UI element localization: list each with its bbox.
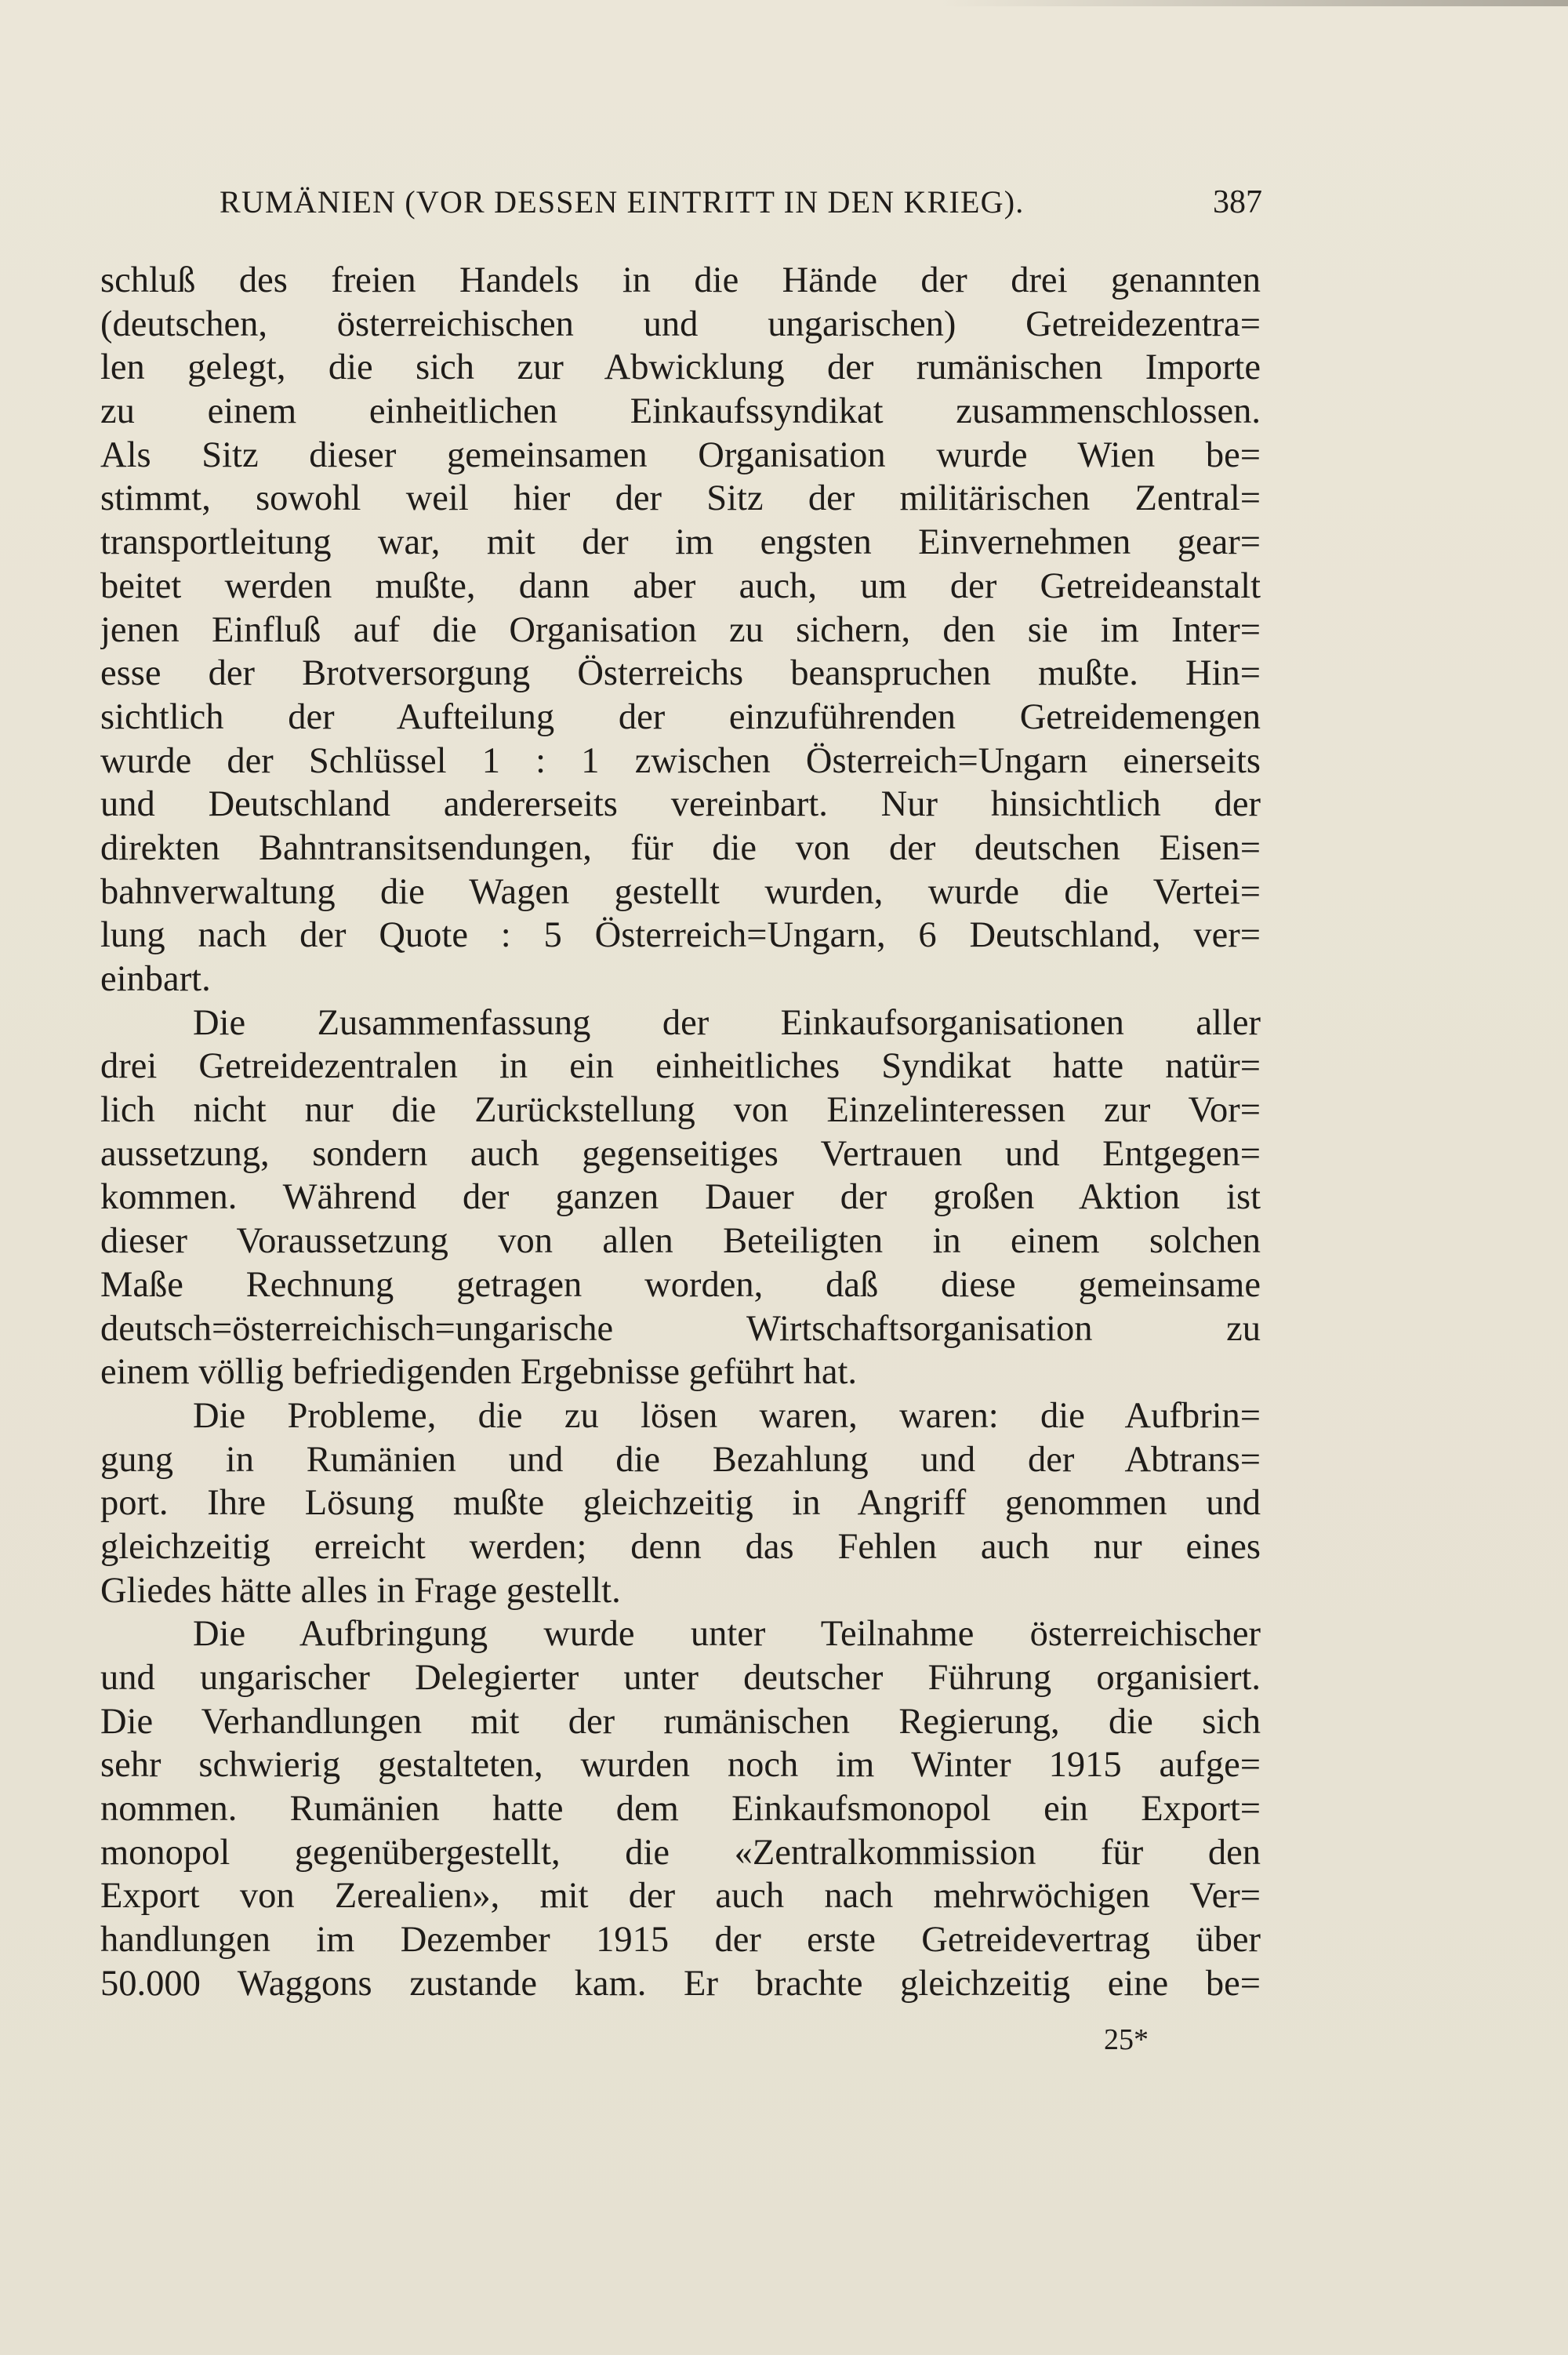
paragraph-first-line: Die Probleme, die zu lösen waren, waren: die Aufbrin=	[193, 1395, 1261, 1436]
paragraph-first-line: Die Zusammenfassung der Einkaufsorganisationen aller	[193, 1002, 1261, 1043]
text-line: kommen. Während der ganzen Dauer der großen Aktion ist	[100, 1177, 1261, 1218]
text-line: (deutschen, österreichischen und ungarischen) Getreidezentra=	[100, 303, 1261, 344]
text-line: Die Verhandlungen mit der rumänischen Regierung, die sich	[100, 1701, 1261, 1742]
running-head: RUMÄNIEN (VOR DESSEN EINTRITT IN DEN KRIEG).	[220, 184, 1025, 220]
text-line: wurde der Schlüssel 1 : 1 zwischen Österreich=Ungarn einerseits	[100, 740, 1261, 781]
text-line: drei Getreidezentralen in ein einheitliches Syndikat hatte natür=	[100, 1046, 1261, 1087]
text-line: gung in Rumänien und die Bezahlung und der Abtrans=	[100, 1439, 1261, 1480]
page-header	[220, 179, 1262, 226]
text-line: Maße Rechnung getragen worden, daß diese gemeinsame	[100, 1264, 1261, 1305]
text-line: stimmt, sowohl weil hier der Sitz der militärischen Zentral=	[100, 478, 1261, 519]
text-line: sehr schwierig gestalteten, wurden noch im Winter 1915 aufge=	[100, 1745, 1261, 1786]
text-line: zu einem einheitlichen Einkaufssyndikat zusammenschlossen.	[100, 391, 1261, 432]
text-line: nommen. Rumänien hatte dem Einkaufsmonopol ein Export=	[100, 1789, 1261, 1830]
text-line: einbart.	[100, 959, 211, 999]
text-line: einem völlig befriedigenden Ergebnisse geführt hat.	[100, 1352, 858, 1393]
text-line: Gliedes hätte alles in Frage gestellt.	[100, 1570, 621, 1611]
text-line: Export von Zerealien», mit der auch nach mehrwöchigen Ver=	[100, 1876, 1261, 1917]
text-line: beitet werden mußte, dann aber auch, um der Getreideanstalt	[100, 565, 1261, 606]
text-line: schluß des freien Handels in die Hände der drei genannten	[100, 260, 1261, 300]
text-line: gleichzeitig erreicht werden; denn das Fehlen auch nur eines	[100, 1526, 1261, 1567]
page-top-edge-shadow	[941, 0, 1568, 6]
text-line: 50.000 Waggons zustande kam. Er brachte gleichzeitig eine be=	[100, 1963, 1261, 2004]
text-line: sichtlich der Aufteilung der einzuführenden Getreidemengen	[100, 696, 1261, 737]
text-line: lung nach der Quote : 5 Österreich=Ungarn, 6 Deutschland, ver=	[100, 915, 1261, 956]
text-line: bahnverwaltung die Wagen gestellt wurden, wurde die Vertei=	[100, 871, 1261, 912]
text-line: esse der Brotversorgung Österreichs beanspruchen mußte. Hin=	[100, 653, 1261, 694]
text-line: handlungen im Dezember 1915 der erste Getreidevertrag über	[100, 1920, 1261, 1961]
text-line: direkten Bahntransitsendungen, für die von der deutschen Eisen=	[100, 827, 1261, 868]
text-line: und ungarischer Delegierter unter deutscher Führung organisiert.	[100, 1658, 1261, 1698]
paragraph-first-line: Die Aufbringung wurde unter Teilnahme österreichischer	[193, 1614, 1261, 1655]
text-line: aussetzung, sondern auch gegenseitiges Vertrauen und Entgegen=	[100, 1133, 1261, 1174]
body-text	[100, 259, 1261, 2006]
text-line: monopol gegenübergestellt, die «Zentralkommission für den	[100, 1832, 1261, 1873]
text-line: jenen Einfluß auf die Organisation zu sichern, den sie im Inter=	[100, 609, 1261, 650]
page-number: 387	[1213, 184, 1262, 220]
text-line: port. Ihre Lösung mußte gleichzeitig in Angriff genommen und	[100, 1483, 1261, 1524]
text-line: und Deutschland andererseits vereinbart. Nur hinsichtlich der	[100, 784, 1261, 825]
text-line: Als Sitz dieser gemeinsamen Organisation wurde Wien be=	[100, 434, 1261, 475]
text-line: lich nicht nur die Zurückstellung von Einzelinteressen zur Vor=	[100, 1090, 1261, 1131]
text-line: transportleitung war, mit der im engsten Einvernehmen gear=	[100, 522, 1261, 563]
text-line: dieser Voraussetzung von allen Beteiligten in einem solchen	[100, 1221, 1261, 1262]
text-line: len gelegt, die sich zur Abwicklung der rumänischen Importe	[100, 347, 1261, 388]
signature-mark: 25*	[1104, 2023, 1149, 2056]
text-line: deutsch=österreichisch=ungarische Wirtschaftsorganisation zu	[100, 1308, 1261, 1349]
